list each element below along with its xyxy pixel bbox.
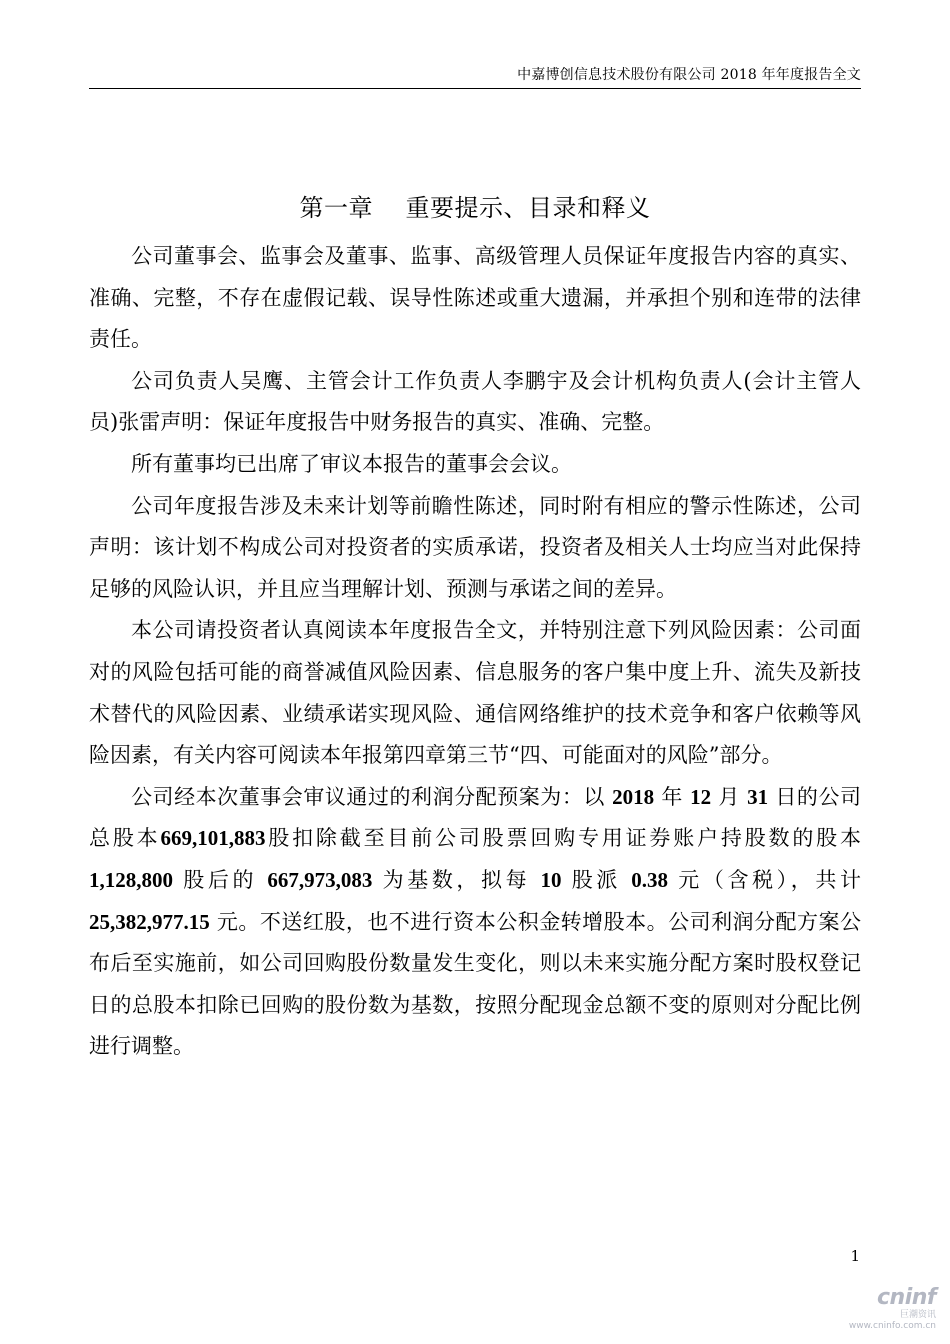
month-value: 12 [690, 784, 712, 809]
paragraph-risk-factors: 本公司请投资者认真阅读本年度报告全文，并特别注意下列风险因素：公司面对的风险包括可能的商誉减值风险因素、信息服务的客户集中度上升、流失及新技术替代的风险因素、业绩承诺实现风险、通信网络维护的技术竞争和客户依赖等风险因素，有关内容可阅读本年报第四章第三节“四、可能面对的风险”部分。 [89, 618, 861, 768]
text-segment: 公司经本次董事会审议通过的利润分配预案为：以 [131, 784, 613, 809]
logo-url: www.cninfo.com.cn [848, 1321, 936, 1331]
logo-mark: cninf [877, 1285, 936, 1310]
text-segment: 股扣除截至目前公司股票回购专用证券账户持股数的股本 [265, 826, 862, 851]
logo-subtitle: 巨潮资讯 [899, 1310, 936, 1320]
repurchased-shares-value: 1,128,800 [89, 867, 173, 892]
day-value: 31 [747, 784, 769, 809]
text-segment: 日的公司总股本 [89, 784, 861, 851]
paragraph-financial-statement-declaration: 公司负责人吴鹰、主管会计工作负责人李鹏宇及会计机构负责人(会计主管人员)张雷声明：保证年度报告中财务报告的真实、准确、完整。 [89, 368, 861, 435]
paragraph-profit-distribution [89, 777, 861, 1068]
paragraph-forward-looking-statement: 公司年度报告涉及未来计划等前瞻性陈述，同时附有相应的警示性陈述，公司声明：该计划不构成公司对投资者的实质承诺，投资者及相关人士均应当对此保持足够的风险认识，并且应当理解计划、预测与承诺之间的差异。 [89, 493, 861, 601]
text-segment: 月 [711, 784, 748, 809]
text-segment: 为基数，拟每 [372, 867, 541, 892]
paragraph-responsibility-statement: 公司董事会、监事会及董事、监事、高级管理人员保证年度报告内容的真实、准确、完整，不存在虚假记载、误导性陈述或重大遗漏，并承担个别和连带的法律责任。 [89, 244, 861, 352]
header-divider [89, 88, 861, 89]
total-amount-value: 25,382,977.15 [89, 909, 210, 934]
body-text [89, 236, 861, 1068]
page-number: 1 [850, 1247, 860, 1265]
chapter-title: 第一章 重要提示、目录和释义 [299, 194, 651, 222]
total-shares-value: 669,101,883 [160, 826, 266, 851]
text-segment: 元。不送红股，也不进行资本公积金转增股本。公司利润分配方案公布后至实施前，如公司回购股份数量发生变化，则以未来实施分配方案时股权登记日的总股本扣除已回购的股份数为基数，按照分配现金总额不变的原则对分配比例进行调整。 [89, 909, 861, 1059]
paragraph-board-attendance: 所有董事均已出席了审议本报告的董事会会议。 [131, 451, 572, 476]
cninfo-logo [846, 1286, 936, 1334]
running-header: 中嘉博创信息技术股份有限公司 2018 年年度报告全文 [517, 67, 861, 83]
base-shares-value: 667,973,083 [267, 867, 373, 892]
year-value: 2018 [612, 784, 655, 809]
text-segment: 元（含税），共计 [668, 867, 861, 892]
text-segment: 股后的 [173, 867, 268, 892]
per-shares-value: 10 [540, 867, 562, 892]
dividend-value: 0.38 [631, 867, 669, 892]
text-segment: 股派 [561, 867, 632, 892]
text-segment: 年 [654, 784, 691, 809]
